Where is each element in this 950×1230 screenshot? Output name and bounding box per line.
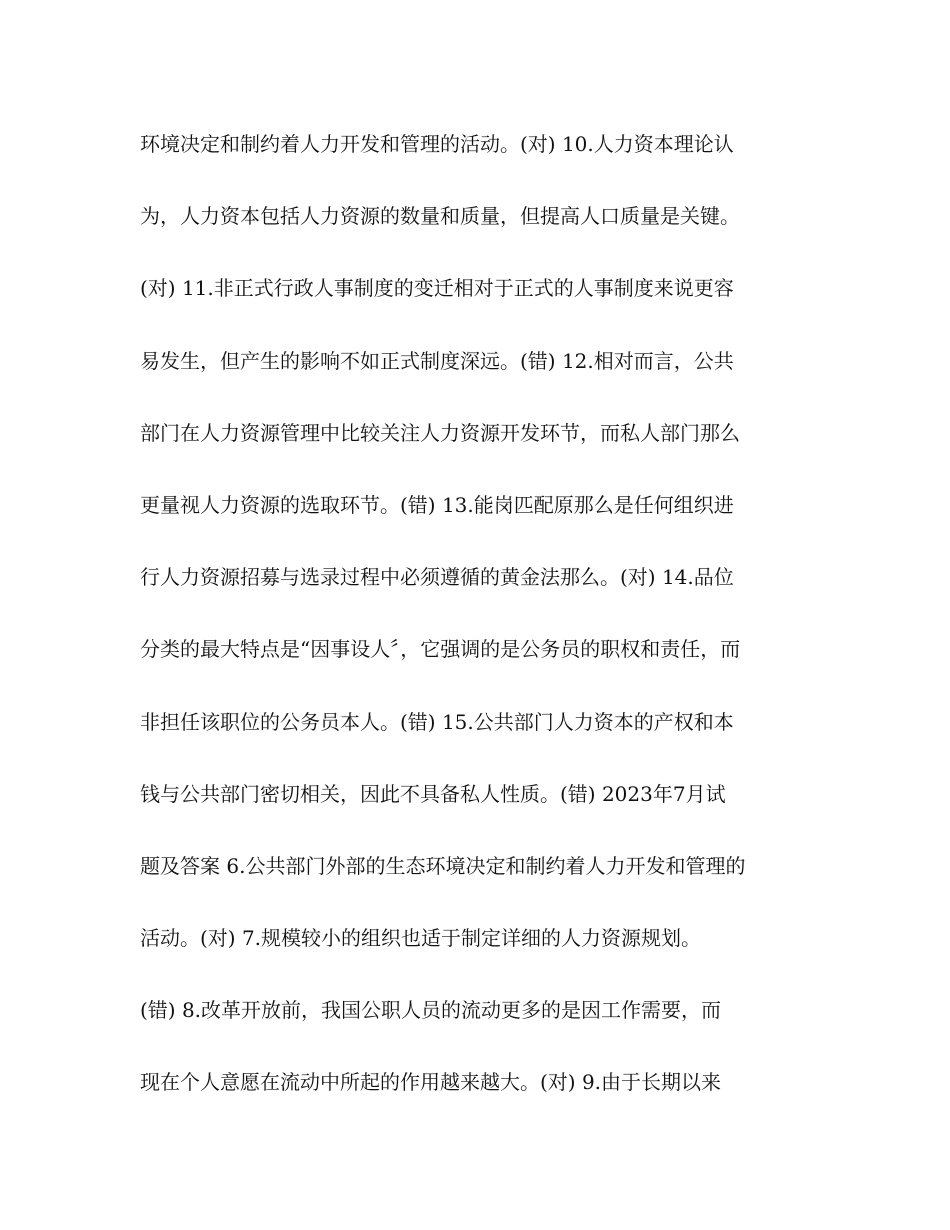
text-line: 活动。(对) 7.规模较小的组织也适于制定详细的人力资源规划。 [140, 926, 702, 951]
text-line: 现在个人意愿在流动中所起的作用越来越大。(对) 9.由于长期以来 [140, 1070, 722, 1095]
body-text [140, 118, 820, 1129]
text-line: 非担任该职位的公务员本人。(错) 15.公共部门人力资本的产权和本 [140, 709, 734, 734]
text-line: 行人力资源招募与选录过程中必须遵循的黄金法那么。(对) 14.品位 [140, 565, 734, 590]
text-line: 为，人力资本包括人力资源的数量和质量，但提高人口质量是关键。 [140, 204, 740, 229]
text-line: (错) 8.改革开放前，我国公职人员的流动更多的是因工作需要，而 [140, 998, 722, 1023]
text-line: 题及答案 6.公共部门外部的生态环境决定和制约着人力开发和管理的 [140, 853, 746, 878]
text-line: 易发生，但产生的影响不如正式制度深远。(错) 12.相对而言，公共 [140, 348, 734, 373]
text-line: (对) 11.非正式行政人事制度的变迁相对于正式的人事制度来说更容 [140, 276, 734, 301]
text-line: 钱与公共部门密切相关，因此不具备私人性质。(错) 2023年7月试 [140, 781, 726, 806]
text-line: 更量视人力资源的选取环节。(错) 13.能岗匹配原那么是任何组织进 [140, 492, 734, 517]
text-line: 部门在人力资源管理中比较关注人力资源开发环节，而私人部门那么 [140, 420, 740, 445]
text-line: 分类的最大特点是“因事设人〞，它强调的是公务员的职权和责任，而 [140, 637, 741, 662]
text-line: 环境决定和制约着人力开发和管理的活动。(对) 10.人力资本理论认 [140, 132, 734, 156]
